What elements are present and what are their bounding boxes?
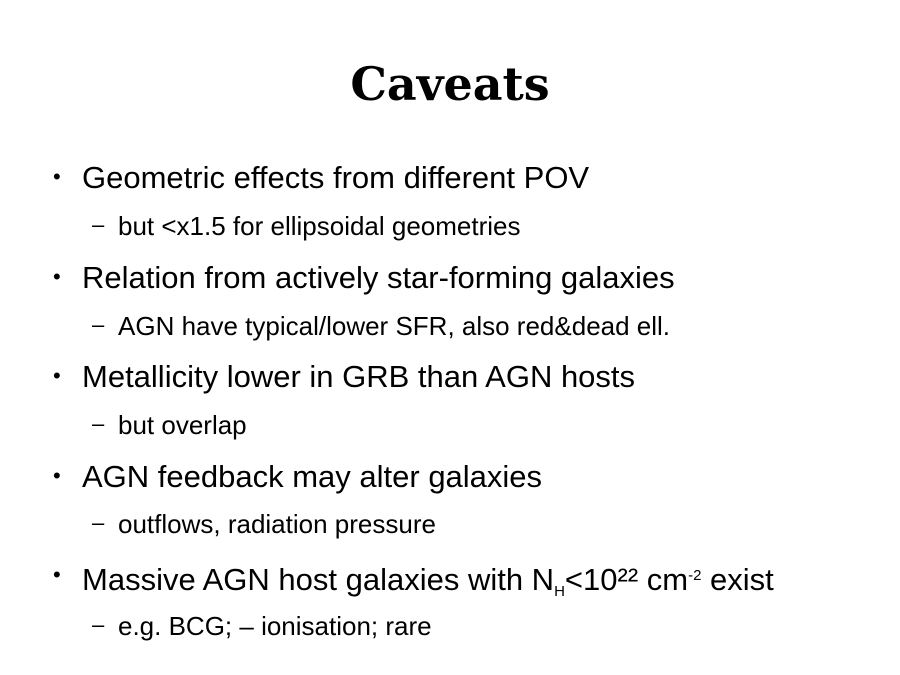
sub-bullet-text: but overlap: [118, 410, 247, 440]
bullet-text-post: exist: [701, 562, 774, 597]
bullet-text: Geometric effects from different POV: [82, 160, 590, 195]
sub-bullet-text: outflows, radiation pressure: [118, 509, 436, 539]
bullet-text-mid: <10²² cm: [564, 562, 689, 597]
subscript-h: H: [554, 583, 565, 600]
dash-icon: –: [92, 212, 105, 237]
bullet-text: Relation from actively star-forming galaxies: [82, 260, 675, 295]
sub-bullet-text: but <x1.5 for ellipsoidal geometries: [118, 211, 521, 241]
dash-icon: –: [92, 510, 105, 535]
bullet-text: [82, 558, 774, 610]
slide-title: Caveats: [350, 57, 550, 111]
sub-bullet-text: e.g. BCG; – ionisation; rare: [118, 611, 432, 641]
dash-icon: –: [92, 612, 105, 637]
bullet-dot-icon: •: [53, 164, 61, 189]
bullet-dot-icon: •: [53, 463, 61, 488]
bullet-dot-icon: •: [53, 363, 61, 388]
bullet-dot-icon: •: [53, 562, 61, 587]
superscript-exponent: -2: [688, 567, 702, 584]
bullet-text-pre: Massive AGN host galaxies with N: [82, 562, 555, 597]
bullet-text: AGN feedback may alter galaxies: [82, 459, 543, 494]
dash-icon: –: [92, 411, 105, 436]
dash-icon: –: [92, 312, 105, 337]
bullet-dot-icon: •: [53, 264, 61, 289]
sub-bullet-text: AGN have typical/lower SFR, also red&dead ell.: [118, 311, 671, 341]
bullet-text: Metallicity lower in GRB than AGN hosts: [82, 359, 636, 394]
